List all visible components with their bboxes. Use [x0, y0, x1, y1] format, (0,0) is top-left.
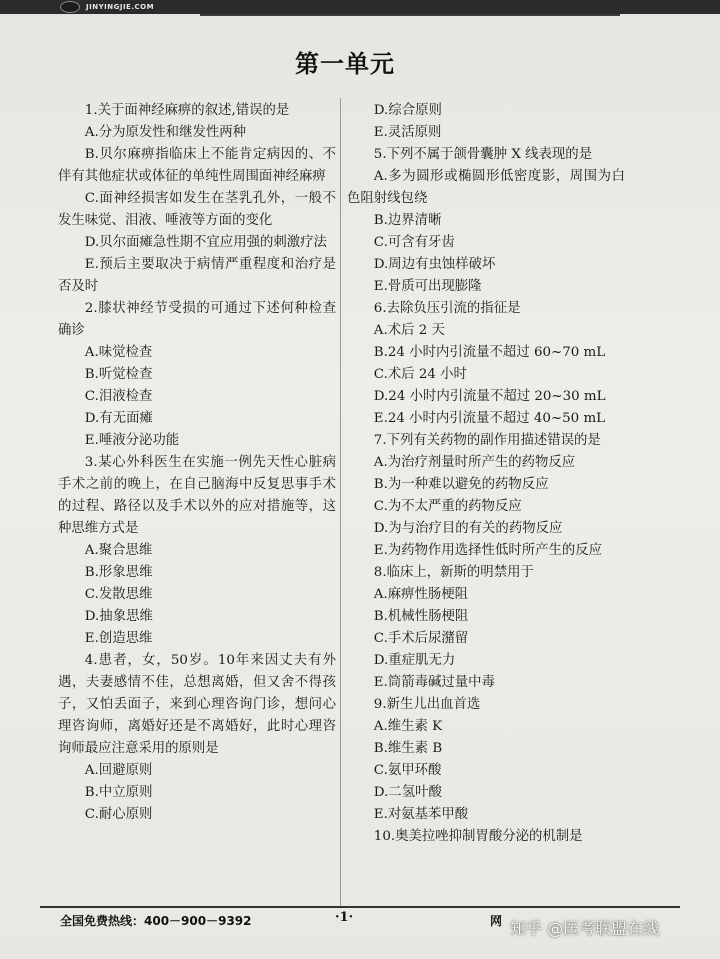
answer-option: B.听觉检查 [84, 367, 153, 382]
question-stem: 3.某心外科医生在实施一例先天性心脏病手术之前的晚上，在自己脑海中反复思事手术的过程、路径以及手术以外的应对措施等，这种思维方式是 [58, 455, 336, 536]
answer-option: A.维生素 K [373, 719, 443, 734]
answer-option: E.灵活原则 [373, 125, 442, 140]
answer-option: E.创造思维 [84, 631, 153, 646]
question-stem: 10.奥美拉唑抑制胃酸分泌的机制是 [373, 829, 583, 844]
answer-option: A.味觉检查 [84, 345, 153, 360]
footer-hotline: 全国免费热线：400－900－9392 [60, 914, 252, 928]
answer-option: E.唾液分泌功能 [84, 433, 180, 448]
answer-option: A.为治疗剂量时所产生的药物反应 [373, 455, 576, 470]
left-column [58, 100, 336, 826]
question-stem: 4.患者，女，50岁。10年来因丈夫有外遇，夫妻感情不佳，总想离婚，但又舍不得孩子，又怕丢面子，来到心理咨询门诊，想问心理咨询师，离婚好还是不离婚好，此时心理咨询师最应注意采用的原则是 [58, 653, 336, 756]
answer-option: B.贝尔麻痹指临床上不能肯定病因的、不伴有其他症状或体征的单纯性周围面神经麻痹 [58, 147, 336, 184]
page-number: ·1· [335, 910, 354, 925]
footer-rule [40, 906, 680, 908]
answer-option: B.维生素 B [373, 741, 443, 756]
answer-option: C.手术后尿潴留 [373, 631, 469, 646]
right-column [347, 100, 625, 848]
answer-option: E.筒箭毒碱过量中毒 [373, 675, 495, 690]
answer-option: A.分为原发性和继发性两种 [84, 125, 247, 140]
answer-option: C.氨甲环酸 [373, 763, 442, 778]
answer-option: C.泪液检查 [84, 389, 153, 404]
answer-option: D.抽象思维 [84, 609, 153, 624]
header-rule [200, 14, 620, 16]
answer-option: A.麻痹性肠梗阻 [373, 587, 469, 602]
answer-option: D.重症肌无力 [373, 653, 456, 668]
answer-option: C.可含有牙齿 [373, 235, 455, 250]
answer-option: B.为一种难以避免的药物反应 [373, 477, 549, 492]
answer-option: D.贝尔面瘫急性期不宜应用强的刺激疗法 [84, 235, 327, 250]
answer-option: C.耐心原则 [84, 807, 153, 822]
answer-option: B.中立原则 [84, 785, 153, 800]
answer-option: D.周边有虫蚀样破坏 [373, 257, 496, 272]
question-stem: 6.去除负压引流的指征是 [373, 301, 521, 316]
watermark: 知乎 @医考联盟在线 [510, 919, 660, 938]
logo-text: JINYINGJIE.COM [86, 3, 155, 11]
publisher-logo [60, 0, 154, 14]
question-stem: 2.膝状神经节受损的可通过下述何种检查确诊 [58, 301, 336, 338]
answer-option: B.24 小时内引流量不超过 60~70 mL [373, 345, 606, 360]
answer-option: E.对氨基苯甲酸 [373, 807, 469, 822]
question-stem: 1.关于面神经麻痹的叙述,错误的是 [84, 103, 290, 118]
answer-option: D.24 小时内引流量不超过 20~30 mL [373, 389, 606, 404]
answer-option: A.聚合思维 [84, 543, 153, 558]
answer-option: B.机械性肠梗阻 [373, 609, 469, 624]
answer-option: A.回避原则 [84, 763, 153, 778]
answer-option: E.骨质可出现膨隆 [373, 279, 482, 294]
page-title: 第一单元 [295, 49, 395, 78]
answer-option: C.术后 24 小时 [373, 367, 467, 382]
answer-option: C.为不太严重的药物反应 [373, 499, 522, 514]
answer-option: D.为与治疗目的有关的药物反应 [373, 521, 563, 536]
logo-mark-icon [60, 1, 80, 13]
answer-option: C.面神经损害如发生在茎乳孔外，一般不发生味觉、泪液、唾液等方面的变化 [58, 191, 336, 228]
question-stem: 7.下列有关药物的副作用描述错误的是 [373, 433, 601, 448]
question-stem: 5.下列不属于颌骨囊肿 X 线表现的是 [373, 147, 593, 162]
answer-option: A.术后 2 天 [373, 323, 445, 338]
answer-option: E.预后主要取决于病情严重程度和治疗是否及时 [58, 257, 336, 294]
answer-option: A.多为圆形或椭圆形低密度影，周围为白色阻射线包绕 [347, 169, 625, 206]
answer-option: B.边界清晰 [373, 213, 442, 228]
column-divider [340, 98, 341, 906]
question-stem: 8.临床上，新斯的明禁用于 [373, 565, 534, 580]
answer-option: C.发散思维 [84, 587, 153, 602]
answer-option: E.24 小时内引流量不超过 40~50 mL [373, 411, 606, 426]
answer-option: D.有无面瘫 [84, 411, 153, 426]
answer-option: E.为药物作用选择性低时所产生的反应 [373, 543, 603, 558]
answer-option: B.形象思维 [84, 565, 153, 580]
footer-right-text: 网 [490, 914, 503, 928]
answer-option: D.综合原则 [373, 103, 442, 118]
question-stem: 9.新生儿出血首选 [373, 697, 481, 712]
answer-option: D.二氢叶酸 [373, 785, 442, 800]
